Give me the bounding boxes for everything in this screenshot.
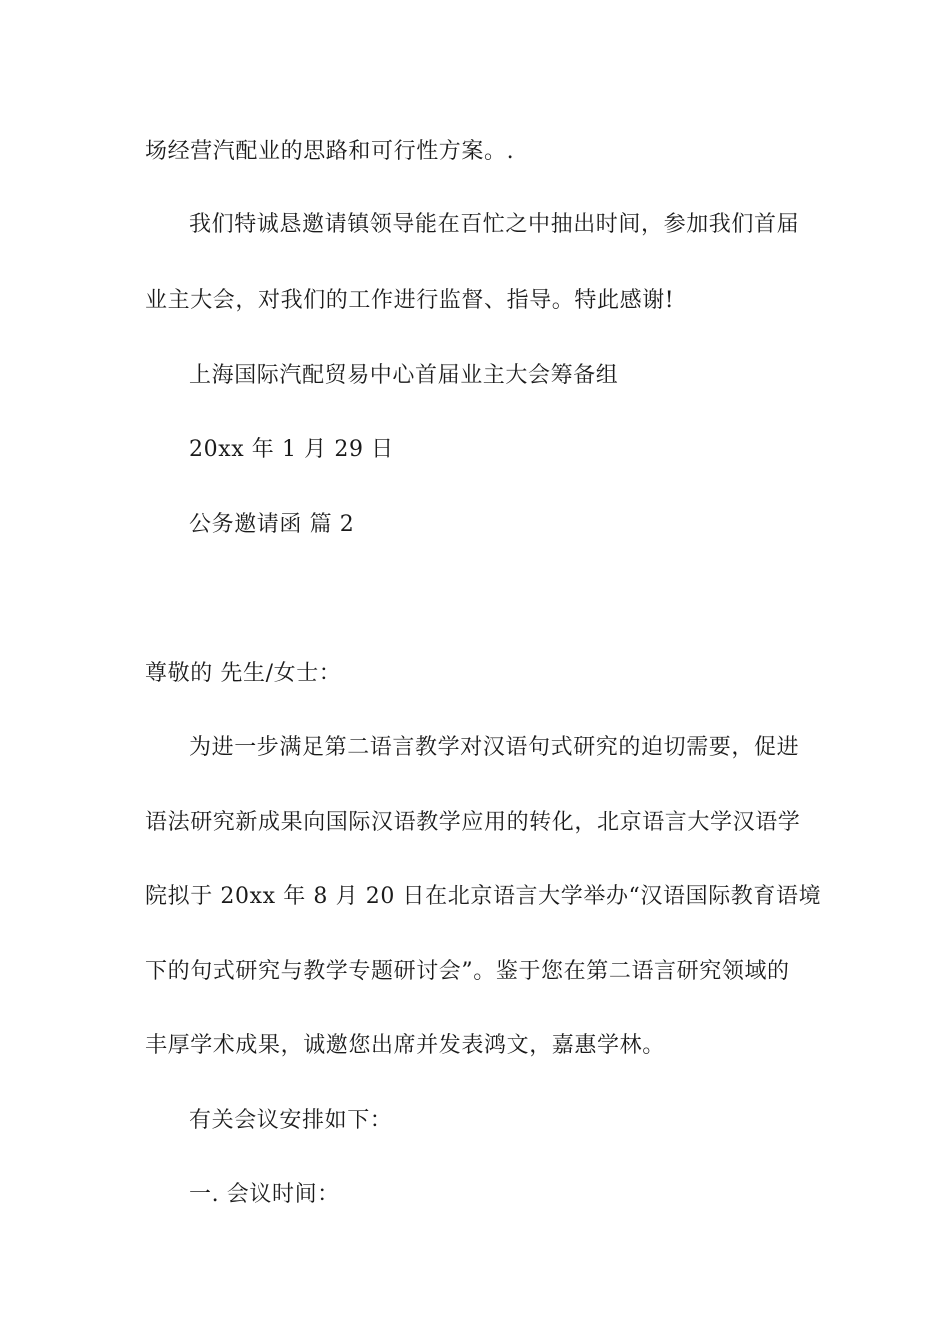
paragraph-line: 丰厚学术成果，诚邀您出席并发表鸿文，嘉惠学林。: [145, 1033, 665, 1058]
paragraph-line: 有关会议安排如下：: [189, 1108, 393, 1133]
signature-date: 20xx 年 1 月 29 日: [189, 437, 394, 462]
salutation: 尊敬的 先生/女士：: [145, 661, 342, 686]
paragraph-line: 我们特诚恳邀请镇领导能在百忙之中抽出时间，参加我们首届: [189, 212, 800, 237]
paragraph-line: 语法研究新成果向国际汉语教学应用的转化，北京语言大学汉语学: [145, 810, 801, 835]
paragraph-line: 下的句式研究与教学专题研讨会”。鉴于您在第二语言研究领域的: [145, 959, 790, 984]
section-heading: 公务邀请函 篇 2: [189, 512, 355, 537]
paragraph-line: 院拟于 20xx 年 8 月 20 日在北京语言大学举办“汉语国际教育语境: [145, 884, 822, 909]
signature-organization: 上海国际汽配贸易中心首届业主大会筹备组: [189, 363, 619, 388]
paragraph-line: 场经营汽配业的思路和可行性方案。.: [145, 139, 515, 164]
paragraph-line: 业主大会，对我们的工作进行监督、指导。特此感谢!: [145, 288, 675, 313]
list-item: 一. 会议时间：: [189, 1182, 340, 1207]
paragraph-line: 为进一步满足第二语言教学对汉语句式研究的迫切需要，促进: [189, 735, 800, 760]
